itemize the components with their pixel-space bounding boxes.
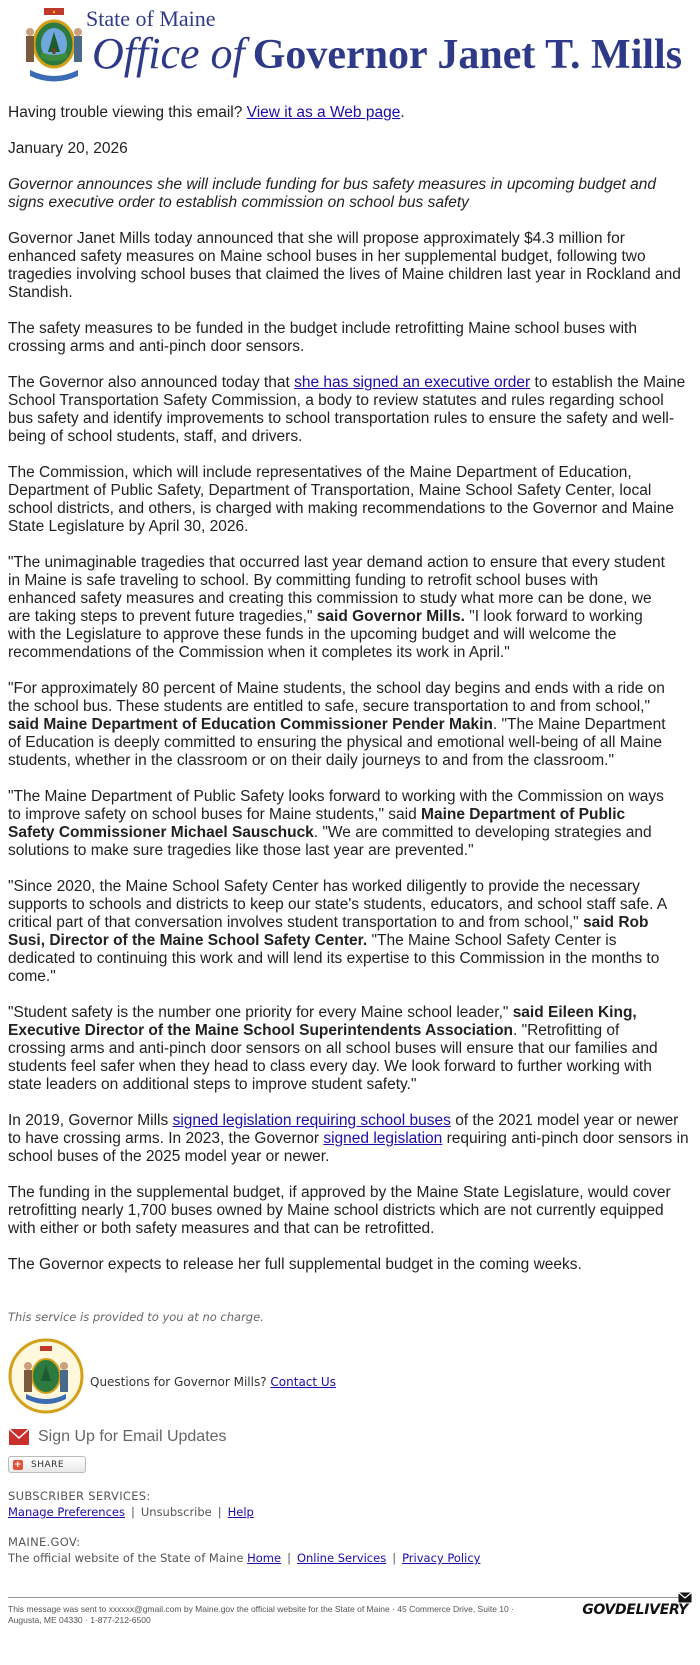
paragraph-3 xyxy=(8,374,692,446)
quote-education xyxy=(8,680,692,770)
official-site-label: The official website of the State of Maine xyxy=(8,1551,244,1565)
paragraph-5-text-c: requiring anti-pinch door sensors in school buses of the 2025 model year or newer. xyxy=(8,1130,689,1165)
bottom-bar xyxy=(8,1597,692,1626)
unsubscribe-label[interactable]: Unsubscribe xyxy=(140,1505,212,1519)
questions-line xyxy=(90,1375,336,1389)
paragraph-5 xyxy=(8,1112,692,1166)
separator: | xyxy=(130,1505,135,1519)
paragraph-2: The safety measures to be funded in the budget include retrofitting Maine school buses with crossing arms and anti-pinch door sensors. xyxy=(8,320,637,355)
contact-row xyxy=(8,1338,692,1414)
home-link[interactable]: Home xyxy=(247,1551,282,1565)
footer xyxy=(8,1310,692,1565)
quote-4-text-b: "The Maine School Safety Center is dedicated to continuing this work and will lend its expertise to this Commission in the months to come." xyxy=(8,932,660,985)
quote-public-safety xyxy=(8,788,692,860)
quote-governor xyxy=(8,554,692,662)
web-page-link[interactable]: View it as a Web page xyxy=(246,104,401,121)
quote-1-attribution: said Governor Mills. xyxy=(316,608,465,625)
quote-superintendents xyxy=(8,1004,692,1094)
quote-5-text-a: "Student safety is the number one priority for every Maine school leader," xyxy=(8,1004,509,1021)
signup-label[interactable]: Sign Up for Email Updates xyxy=(38,1428,227,1445)
legislation-2023-link[interactable]: signed legislation xyxy=(323,1130,443,1147)
maine-seal-icon xyxy=(22,8,86,82)
paragraph-6: The funding in the supplemental budget, if approved by the Maine State Legislature, would cover retrofitting nearly 1,700 buses owned by Maine school districts which are not currently equipped with either or both safety measures and that can be retrofitted. xyxy=(8,1184,671,1237)
office-title xyxy=(92,28,682,79)
separator: | xyxy=(392,1551,397,1565)
office-of-label: Office of xyxy=(92,29,245,78)
governor-name: Governor Janet T. Mills xyxy=(252,32,683,78)
quote-2-text-a: "For approximately 80 percent of Maine students, the school day begins and ends with a ride on the school bus. These students are entitled to safe, secure transportation to and from school," xyxy=(8,680,665,715)
plus-icon: + xyxy=(13,1459,23,1470)
paragraph-4: The Commission, which will include representatives of the Maine Department of Education, Department of Public Safety, Department of Transportation, Maine School Safety Center, local school districts, and others, is charged with making recommendations to the Governor and Maine State Legislature by April 30, 2026. xyxy=(8,464,674,535)
govdelivery-label: GOVDELIVERY xyxy=(582,1602,688,1618)
paragraph-3-text-a: The Governor also announced today that xyxy=(8,374,290,391)
quote-5-text-b: . "Retrofitting of crossing arms and anti-pinch door sensors on all school buses will ensure that our families and students feel safer when they head to class every day. We look forward to further working with state leaders on additional steps to improve student safety." xyxy=(8,1022,658,1093)
quote-3-text-a: "The Maine Department of Public Safety looks forward to working with the Commission on ways to improve safety on school buses for Maine students," said xyxy=(8,788,664,823)
release-date: January 20, 2026 xyxy=(8,140,128,157)
paragraph-1: Governor Janet Mills today announced that she will propose approximately $4.3 million for enhanced safety measures on Maine school buses in her supplemental budget, following two tragedies involving school buses that claimed the lives of Maine children last year in Rockland and Standish. xyxy=(8,230,681,301)
governor-seal-icon xyxy=(8,1338,84,1414)
quote-2-attribution: said Maine Department of Education Commissioner Pender Makin xyxy=(8,716,493,733)
trouble-prefix: Having trouble viewing this email? xyxy=(8,104,243,121)
signup-row[interactable] xyxy=(8,1428,692,1446)
release-subtitle: Governor announces she will include funding for bus safety measures in upcoming budget and signs executive order to establish commission on school bus safety xyxy=(8,176,656,211)
separator: | xyxy=(287,1551,291,1565)
manage-preferences-link[interactable]: Manage Preferences xyxy=(8,1505,125,1519)
quote-1-text-b: "I look forward to working with the Legislature to approve these funds in the upcoming budget and will welcome the recommendations of the Commission when it completes its work in April." xyxy=(8,608,643,661)
paragraph-5-text-a: In 2019, Governor Mills xyxy=(8,1112,169,1129)
privacy-policy-link[interactable]: Privacy Policy xyxy=(402,1551,481,1565)
subscriber-links xyxy=(8,1505,692,1519)
state-title: State of Maine xyxy=(86,6,216,31)
govdelivery-logo[interactable] xyxy=(582,1602,688,1618)
quote-3-attribution: Maine Department of Public Safety Commissioner Michael Sauschuck xyxy=(8,806,626,841)
press-release-body xyxy=(8,104,692,1274)
quote-safety-center xyxy=(8,878,692,986)
govdelivery-envelope-icon xyxy=(678,1592,692,1603)
quote-3-text-b: . "We are committed to developing strategies and solutions to make sure tragedies like those last year are prevented." xyxy=(8,824,652,859)
online-services-link[interactable]: Online Services xyxy=(296,1551,387,1565)
quote-4-text-a: "Since 2020, the Maine School Safety Center has worked diligently to provide the necessary supports to schools and districts to keep our state's students, educators, and school staff safe. A critical part of that conversation involves student transportation to and from school," xyxy=(8,878,667,931)
paragraph-3-text-b: to establish the Maine School Transportation Safety Commission, a body to review statutes and rules regarding school bus safety and identify improvements to school transportation rules to ensure the safety and well-being of school students, staff, and drivers. xyxy=(8,374,686,445)
no-charge-notice: This service is provided to you at no charge. xyxy=(8,1310,264,1324)
quote-1-text-a: "The unimaginable tragedies that occurred last year demand action to ensure that every student in Maine is safe traveling to school. By committing funding to retrofit school buses with enhanced safety measures and creating this commission to study what more can be done, we are taking steps to prevent future tragedies," xyxy=(8,554,665,625)
paragraph-7: The Governor expects to release her full supplemental budget in the coming weeks. xyxy=(8,1256,582,1273)
header xyxy=(8,0,692,104)
quote-5-attribution: said Eileen King, Executive Director of the Maine School Superintendents Association xyxy=(8,1004,637,1039)
legislation-2019-link[interactable]: signed legislation requiring school buses xyxy=(172,1112,451,1129)
trouble-suffix: . xyxy=(400,104,405,121)
subscriber-services-heading: SUBSCRIBER SERVICES: xyxy=(8,1489,151,1503)
share-button[interactable] xyxy=(8,1456,86,1473)
quote-2-text-b: . "The Maine Department of Education is deeply committed to ensuring the physical and emotional well-being of all Maine students, whether in the classroom or on their daily journeys to and from the classroom." xyxy=(8,716,666,769)
quote-4-attribution: said Rob Susi, Director of the Maine School Safety Center. xyxy=(8,914,649,949)
mainegov-heading: MAINE.GOV: xyxy=(8,1535,81,1549)
trouble-line xyxy=(8,104,692,122)
sent-to-notice: This message was sent to xxxxxx@gmail.com by Maine.gov the official website for the State of Maine · 45 Commerce Drive, Suite 10 · Augusta, ME 04330 · 1-877-212-6500 xyxy=(8,1604,514,1625)
contact-us-link[interactable]: Contact Us xyxy=(270,1375,336,1389)
envelope-icon xyxy=(8,1428,30,1446)
questions-label: Questions for Governor Mills? xyxy=(90,1375,267,1389)
help-link[interactable]: Help xyxy=(227,1505,254,1519)
executive-order-link[interactable]: she has signed an executive order xyxy=(294,374,531,391)
paragraph-5-text-b: of the 2021 model year or newer to have crossing arms. In 2023, the Governor xyxy=(8,1112,679,1147)
share-label: SHARE xyxy=(31,1459,65,1470)
mainegov-links xyxy=(8,1551,692,1565)
separator: | xyxy=(217,1505,222,1519)
